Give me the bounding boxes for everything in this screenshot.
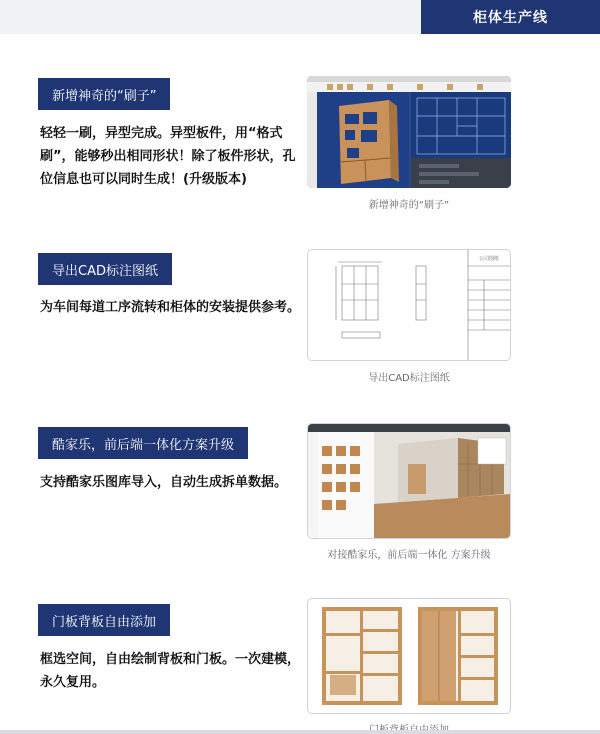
feature-4-title: 门板背板自由添加 [38,604,170,636]
feature-4-screenshot [307,598,511,714]
feature-1-screenshot [307,76,511,188]
bottom-bar [0,730,600,734]
feature-3-screenshot [307,423,511,539]
feature-2-screenshot [307,249,511,361]
drawing-header-text: 公司图纸 [478,256,500,262]
header-tab[interactable]: 柜体生产线 [421,0,600,34]
feature-3-description: 支持酷家乐图库导入，自动生成拆单数据。 [40,475,288,490]
feature-1-caption: 新增神奇的“刷子” [368,200,450,211]
feature-2-title: 导出CAD标注图纸 [38,253,172,285]
feature-1-title: 新增神奇的“刷子” [38,78,170,110]
feature-1-description: 轻轻一刷，异型完成。异型板件，用“格式刷”，能够秒出相同形状！除了板件形状，孔位信息也可以同时生成！(升级版本) [40,126,296,187]
feature-3-title: 酷家乐，前后端一体化方案升级 [38,427,248,459]
feature-3-caption: 对接酷家乐，前后端一体化 方案升级 [327,550,491,561]
feature-4-description: 框选空间，自由绘制背板和门板。一次建模，永久复用。 [40,652,301,690]
feature-2-caption: 导出CAD标注图纸 [368,373,450,384]
feature-2-description: 为车间每道工序流转和柜体的安装提供参考。 [40,300,301,315]
